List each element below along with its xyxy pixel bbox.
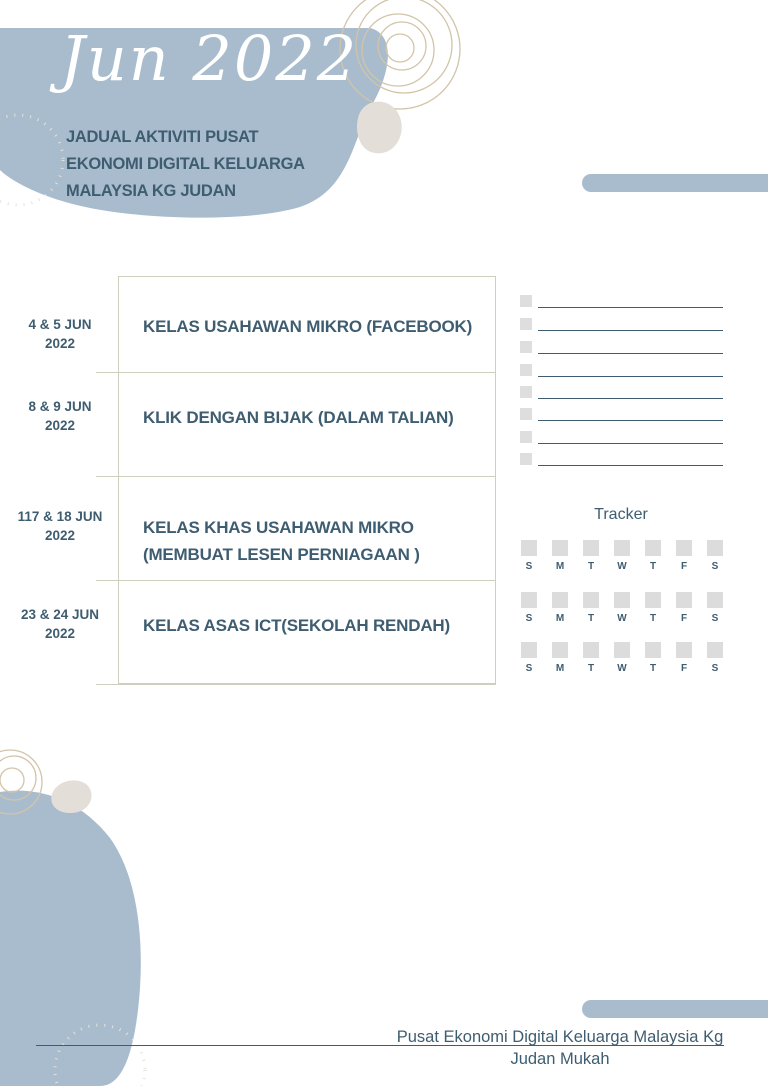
page-subtitle: JADUAL AKTIVITI PUSAT EKONOMI DIGITAL KELUARGA MALAYSIA KG JUDAN	[66, 128, 305, 200]
tracker-day	[551, 642, 569, 674]
tracker-checkbox[interactable]	[583, 540, 599, 556]
row-divider	[96, 476, 496, 477]
tracker-day	[644, 540, 662, 572]
tracker-day-label: W	[617, 561, 627, 572]
tracker-checkbox[interactable]	[614, 592, 630, 608]
schedule-event	[143, 313, 483, 340]
tracker-day	[675, 540, 693, 572]
tracker-day	[551, 592, 569, 624]
tracker-day-label: M	[555, 663, 565, 674]
tracker-day	[613, 592, 631, 624]
checklist-line	[538, 376, 723, 377]
footer-line-1: Pusat Ekonomi Digital Keluarga Malaysia Kg	[396, 1028, 724, 1046]
tracker-day	[706, 642, 724, 674]
tracker-day-label: S	[711, 561, 719, 572]
date-year: 2022	[44, 528, 76, 543]
tracker-day-label: M	[555, 561, 565, 572]
event-title: KELAS ASAS ICT(SEKOLAH RENDAH)	[143, 616, 450, 635]
footer-text	[370, 1026, 750, 1070]
tracker-day-label: S	[711, 663, 719, 674]
tracker-day-label: S	[525, 613, 533, 624]
row-divider	[96, 684, 496, 685]
checkbox[interactable]	[520, 386, 532, 398]
tracker-day	[644, 642, 662, 674]
beige-pebble	[51, 780, 91, 813]
tracker-checkbox[interactable]	[707, 592, 723, 608]
tracker-day	[613, 642, 631, 674]
schedule-date	[10, 605, 110, 643]
tracker-checkbox[interactable]	[707, 540, 723, 556]
date-day: 117 & 18 JUN	[17, 509, 103, 524]
tracker-day-label: F	[680, 561, 688, 572]
tracker-day-label: T	[587, 561, 595, 572]
event-subtitle: (MEMBUAT LESEN PERNIAGAAN )	[143, 545, 420, 564]
tracker-day	[675, 592, 693, 624]
tracker-checkbox[interactable]	[552, 592, 568, 608]
tracker-day-label: T	[587, 663, 595, 674]
checklist-line	[538, 398, 723, 399]
date-day: 4 & 5 JUN	[28, 317, 92, 332]
tracker-checkbox[interactable]	[614, 540, 630, 556]
tracker-checkbox[interactable]	[583, 642, 599, 658]
tracker-checkbox[interactable]	[583, 592, 599, 608]
checkbox[interactable]	[520, 431, 532, 443]
tracker-checkbox[interactable]	[645, 540, 661, 556]
event-title: KELAS USAHAWAN MIKRO (FACEBOOK)	[143, 317, 473, 336]
tracker-title: Tracker	[594, 506, 648, 523]
tracker-checkbox[interactable]	[676, 540, 692, 556]
footer-line-2: Judan Mukah	[510, 1050, 610, 1068]
tracker-day-label: W	[617, 663, 627, 674]
checklist-line	[538, 465, 723, 466]
tracker-day	[520, 642, 538, 674]
checkbox[interactable]	[520, 341, 532, 353]
accent-bar-bottom	[582, 1000, 768, 1018]
tracker-day-label: W	[617, 613, 627, 624]
schedule-date	[10, 507, 110, 545]
tracker-checkbox[interactable]	[707, 642, 723, 658]
row-divider	[96, 372, 496, 373]
checkbox[interactable]	[520, 295, 532, 307]
tracker-day	[706, 540, 724, 572]
schedule-event	[143, 612, 483, 639]
checklist-line	[538, 353, 723, 354]
tracker-checkbox[interactable]	[552, 540, 568, 556]
month-title: Jun 2022	[60, 22, 359, 95]
checkbox[interactable]	[520, 453, 532, 465]
tracker-day	[551, 540, 569, 572]
date-day: 23 & 24 JUN	[20, 607, 100, 622]
tracker-checkbox[interactable]	[614, 642, 630, 658]
tracker-day-label: F	[680, 613, 688, 624]
tracker-checkbox[interactable]	[552, 642, 568, 658]
tracker-day-label: S	[525, 663, 533, 674]
accent-bar-top	[582, 174, 768, 192]
date-day: 8 & 9 JUN	[28, 399, 92, 414]
tracker-day	[520, 592, 538, 624]
beige-pebble	[357, 102, 402, 154]
tracker-checkbox[interactable]	[676, 592, 692, 608]
tracker-day-label: S	[525, 561, 533, 572]
date-year: 2022	[44, 336, 76, 351]
checklist-line	[538, 443, 723, 444]
tracker-day	[582, 642, 600, 674]
tracker-day-label: T	[649, 613, 657, 624]
checkbox[interactable]	[520, 318, 532, 330]
schedule-event	[143, 404, 483, 431]
tracker-day-label: M	[555, 613, 565, 624]
checklist-line	[538, 307, 723, 308]
checklist-line	[538, 330, 723, 331]
tracker-checkbox[interactable]	[521, 540, 537, 556]
row-divider	[96, 580, 496, 581]
tracker-day-label: S	[711, 613, 719, 624]
event-title: KELAS KHAS USAHAWAN MIKRO	[143, 518, 414, 537]
tracker-day-label: T	[587, 613, 595, 624]
tracker-checkbox[interactable]	[645, 592, 661, 608]
footer-blob	[0, 791, 141, 1086]
tracker-day	[675, 642, 693, 674]
schedule-date	[10, 397, 110, 435]
checkbox[interactable]	[520, 408, 532, 420]
tracker-checkbox[interactable]	[521, 642, 537, 658]
tracker-day-label: F	[680, 663, 688, 674]
tracker-day	[520, 540, 538, 572]
event-title: KLIK DENGAN BIJAK (DALAM TALIAN)	[143, 408, 454, 427]
schedule-date	[10, 315, 110, 353]
tracker-day	[582, 540, 600, 572]
date-year: 2022	[44, 626, 76, 641]
tracker-day-label: T	[649, 663, 657, 674]
tracker-checkbox[interactable]	[521, 592, 537, 608]
schedule-event	[143, 514, 483, 568]
checkbox[interactable]	[520, 364, 532, 376]
date-year: 2022	[44, 418, 76, 433]
footer-decoration	[0, 720, 160, 1086]
checklist-line	[538, 420, 723, 421]
tracker-day	[582, 592, 600, 624]
tracker-day	[644, 592, 662, 624]
tracker-checkbox[interactable]	[645, 642, 661, 658]
tracker-day	[613, 540, 631, 572]
tracker-day-label: T	[649, 561, 657, 572]
tracker-day	[706, 592, 724, 624]
tracker-checkbox[interactable]	[676, 642, 692, 658]
